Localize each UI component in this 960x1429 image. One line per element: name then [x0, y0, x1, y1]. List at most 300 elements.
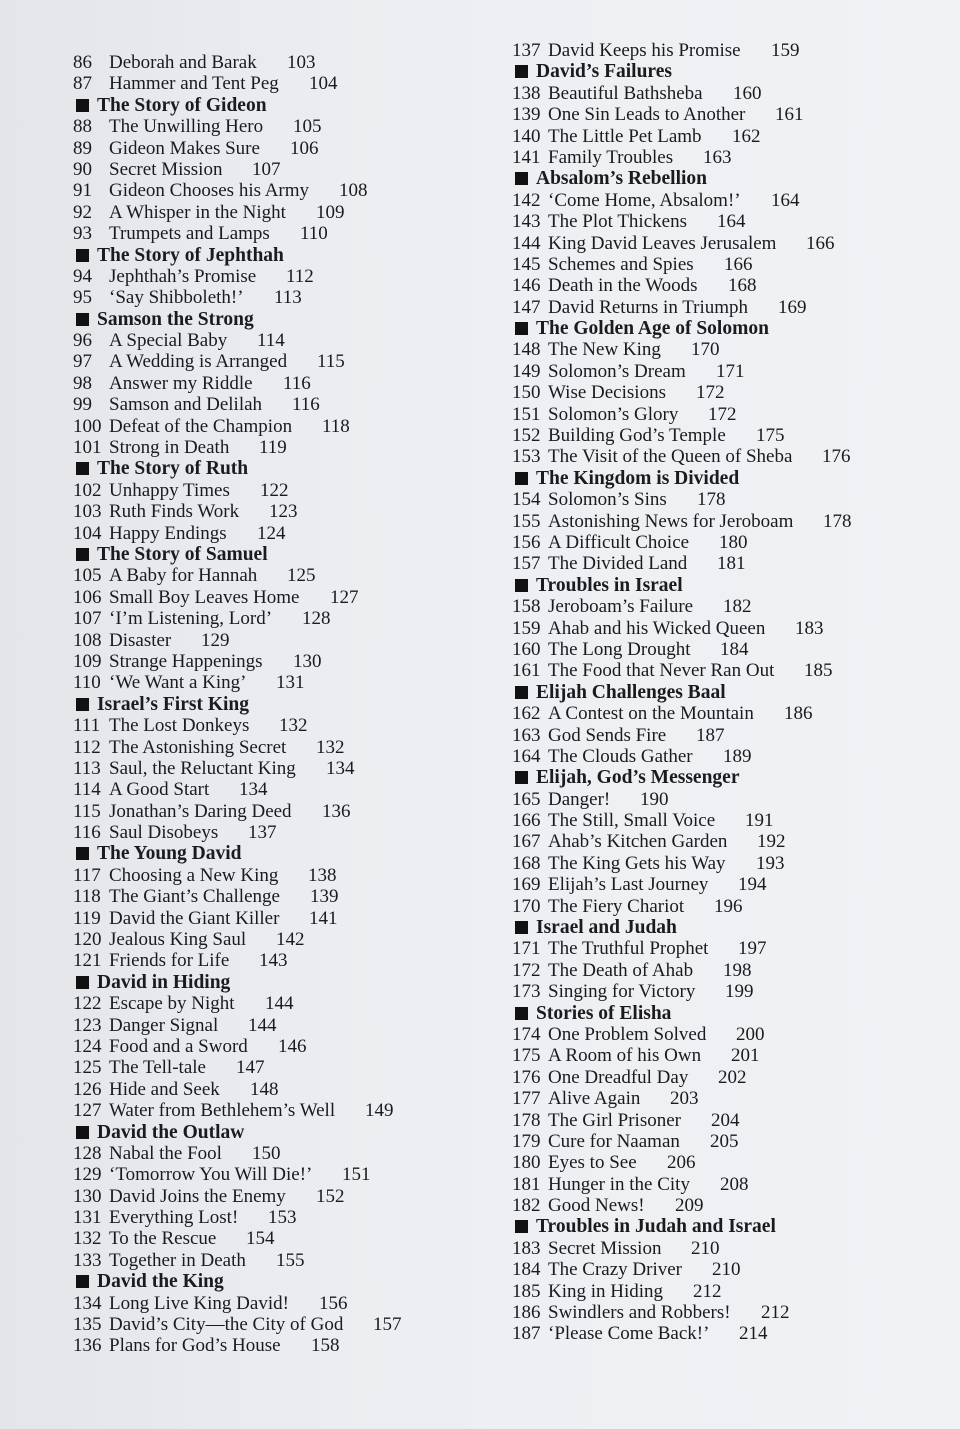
entry-page-number: 198 [723, 959, 752, 981]
section-heading-title: The Young David [97, 843, 242, 865]
entry-title: Happy Endings [109, 522, 227, 544]
entry-number: 182 [512, 1195, 541, 1217]
entry-number: 154 [512, 489, 541, 511]
contents-entry [73, 480, 473, 501]
contents-entry [73, 1100, 473, 1121]
section-heading [512, 917, 932, 938]
contents-entry [73, 865, 473, 886]
entry-number: 183 [512, 1237, 541, 1259]
entry-number: 129 [73, 1164, 102, 1186]
contents-entry [73, 1079, 473, 1100]
contents-entry [73, 715, 473, 736]
entry-title: To the Rescue [109, 1228, 217, 1250]
contents-entry [512, 147, 932, 168]
square-bullet-icon [76, 976, 89, 989]
contents-entry [73, 202, 473, 223]
entry-number: 132 [73, 1228, 102, 1250]
section-heading-title: David’s Failures [536, 61, 672, 83]
square-bullet-icon [515, 1007, 528, 1020]
entry-page-number: 186 [784, 703, 813, 725]
contents-entry [73, 138, 473, 159]
entry-number: 184 [512, 1259, 541, 1281]
section-heading [512, 682, 932, 703]
contents-entry [73, 651, 473, 672]
entry-number: 171 [512, 938, 541, 960]
entry-page-number: 197 [738, 938, 767, 960]
contents-entry [512, 618, 932, 639]
contents-entry [512, 104, 932, 125]
entry-page-number: 166 [724, 253, 753, 275]
square-bullet-icon [76, 462, 89, 475]
contents-entry [73, 993, 473, 1014]
section-heading-title: David the Outlaw [97, 1121, 245, 1143]
contents-column-right [512, 40, 932, 1345]
entry-title: Hide and Seek [109, 1078, 220, 1100]
section-heading [512, 468, 932, 489]
contents-entry [73, 223, 473, 244]
section-heading [512, 318, 932, 339]
entry-title: Jonathan’s Daring Deed [109, 800, 292, 822]
section-heading [73, 309, 473, 330]
entry-title: The Astonishing Secret [109, 736, 287, 758]
entry-number: 162 [512, 703, 541, 725]
entry-title: Deborah and Barak [109, 52, 257, 73]
entry-title: Beautiful Bathsheba [548, 82, 703, 104]
entry-number: 177 [512, 1088, 541, 1110]
entry-number: 120 [73, 929, 102, 951]
entry-page-number: 119 [259, 437, 287, 459]
entry-page-number: 124 [257, 522, 286, 544]
entry-number: 172 [512, 959, 541, 981]
entry-title: A Special Baby [109, 330, 228, 352]
entry-page-number: 204 [711, 1109, 740, 1131]
contents-entry [512, 1024, 932, 1045]
contents-entry [73, 1036, 473, 1057]
entry-page-number: 194 [738, 874, 767, 896]
entry-page-number: 172 [708, 403, 737, 425]
entry-page-number: 178 [697, 489, 726, 511]
section-heading-title: Absalom’s Rebellion [536, 168, 707, 190]
entry-number: 142 [512, 189, 541, 211]
entry-title: Ahab and his Wicked Queen [548, 617, 766, 639]
entry-number: 135 [73, 1314, 102, 1336]
section-heading-title: Israel and Judah [536, 917, 677, 939]
entry-number: 113 [73, 757, 101, 779]
entry-title: Plans for God’s House [109, 1335, 281, 1357]
entry-number: 96 [73, 330, 92, 352]
entry-number: 164 [512, 745, 541, 767]
entry-page-number: 185 [804, 660, 833, 682]
entry-number: 185 [512, 1280, 541, 1302]
entry-number: 160 [512, 638, 541, 660]
entry-title: David Keeps his Promise [548, 40, 741, 61]
entry-title: Escape by Night [109, 993, 235, 1015]
entry-number: 118 [73, 886, 101, 908]
entry-number: 176 [512, 1066, 541, 1088]
contents-entry [73, 608, 473, 629]
entry-number: 178 [512, 1109, 541, 1131]
entry-number: 136 [73, 1335, 102, 1357]
entry-title: One Sin Leads to Another [548, 104, 746, 126]
square-bullet-icon [515, 65, 528, 78]
entry-page-number: 129 [201, 629, 230, 651]
entry-page-number: 134 [326, 757, 355, 779]
entry-title: Together in Death [109, 1249, 246, 1271]
entry-page-number: 132 [316, 736, 345, 758]
section-heading [512, 767, 932, 788]
entry-title: The Girl Prisoner [548, 1109, 681, 1131]
entry-title: Trumpets and Lamps [109, 223, 270, 245]
entry-number: 90 [73, 158, 92, 180]
entry-title: Small Boy Leaves Home [109, 586, 300, 608]
entry-title: David Returns in Triumph [548, 296, 749, 318]
entry-number: 147 [512, 296, 541, 318]
entry-title: Long Live King David! [109, 1292, 289, 1314]
entry-title: Gideon Makes Sure [109, 137, 260, 159]
entry-title: King David Leaves Jerusalem [548, 232, 777, 254]
entry-title: Jealous King Saul [109, 929, 247, 951]
entry-title: Strong in Death [109, 437, 230, 459]
entry-number: 141 [512, 146, 541, 168]
entry-page-number: 151 [342, 1164, 371, 1186]
entry-title: The Death of Ahab [548, 959, 694, 981]
entry-page-number: 168 [728, 275, 757, 297]
entry-page-number: 136 [322, 800, 351, 822]
entry-number: 102 [73, 479, 102, 501]
entry-number: 127 [73, 1100, 102, 1122]
entry-number: 123 [73, 1014, 102, 1036]
entry-page-number: 104 [309, 73, 338, 95]
entry-page-number: 141 [309, 907, 338, 929]
entry-number: 130 [73, 1185, 102, 1207]
entry-title: Food and a Sword [109, 1035, 248, 1057]
entry-page-number: 190 [640, 788, 669, 810]
entry-number: 108 [73, 629, 102, 651]
contents-entry [512, 254, 932, 275]
entry-page-number: 143 [259, 950, 288, 972]
entry-title: ‘Please Come Back!’ [548, 1323, 710, 1345]
contents-entry [512, 1067, 932, 1088]
entry-title: Elijah’s Last Journey [548, 874, 709, 896]
entry-title: A Good Start [109, 779, 210, 801]
entry-page-number: 170 [691, 339, 720, 361]
contents-entry [512, 831, 932, 852]
contents-column-left [73, 52, 473, 1357]
entry-title: Death in the Woods [548, 275, 698, 297]
entry-title: The Little Pet Lamb [548, 125, 702, 147]
square-bullet-icon [515, 771, 528, 784]
entry-title: Choosing a New King [109, 864, 279, 886]
entry-title: Gideon Chooses his Army [109, 180, 310, 202]
contents-entry [512, 1281, 932, 1302]
entry-title: One Problem Solved [548, 1023, 707, 1045]
entry-page-number: 147 [236, 1057, 265, 1079]
entry-number: 186 [512, 1302, 541, 1324]
entry-title: Water from Bethlehem’s Well [109, 1100, 336, 1122]
entry-title: The New King [548, 339, 661, 361]
square-bullet-icon [76, 1275, 89, 1288]
contents-entry [512, 382, 932, 403]
square-bullet-icon [76, 249, 89, 262]
contents-entry [73, 287, 473, 308]
entry-title: Building God’s Temple [548, 425, 726, 447]
entry-number: 174 [512, 1023, 541, 1045]
entry-title: The Clouds Gather [548, 745, 693, 767]
entry-number: 138 [512, 82, 541, 104]
section-heading-title: Stories of Elisha [536, 1002, 672, 1024]
entry-title: A Wedding is Arranged [109, 351, 288, 373]
contents-entry [73, 52, 473, 73]
contents-entry [512, 874, 932, 895]
contents-entry [512, 1238, 932, 1259]
square-bullet-icon [76, 698, 89, 711]
entry-title: A Room of his Own [548, 1045, 702, 1067]
contents-entry [73, 587, 473, 608]
entry-page-number: 180 [719, 531, 748, 553]
entry-page-number: 183 [795, 617, 824, 639]
contents-entry [512, 489, 932, 510]
entry-title: A Whisper in the Night [109, 201, 286, 223]
entry-title: Cure for Naaman [548, 1130, 680, 1152]
contents-entry [73, 630, 473, 651]
entry-title: Defeat of the Champion [109, 415, 293, 437]
entry-title: Nabal the Fool [109, 1142, 222, 1164]
entry-page-number: 160 [733, 82, 762, 104]
contents-entry [73, 1228, 473, 1249]
contents-entry [73, 908, 473, 929]
entry-title: The Long Drought [548, 638, 691, 660]
entry-title: Ahab’s Kitchen Garden [548, 831, 728, 853]
contents-entry [73, 822, 473, 843]
contents-entry [73, 437, 473, 458]
entry-number: 175 [512, 1045, 541, 1067]
entry-number: 150 [512, 382, 541, 404]
entry-page-number: 158 [311, 1335, 340, 1357]
contents-entry [73, 416, 473, 437]
contents-entry [512, 981, 932, 1002]
entry-title: David the Giant Killer [109, 907, 280, 929]
entry-title: Good News! [548, 1195, 645, 1217]
contents-entry [512, 1088, 932, 1109]
entry-number: 168 [512, 852, 541, 874]
entry-number: 140 [512, 125, 541, 147]
contents-entry [512, 660, 932, 681]
contents-entry [73, 1164, 473, 1185]
section-heading [73, 1122, 473, 1143]
section-heading-title: The Golden Age of Solomon [536, 318, 769, 340]
entry-page-number: 206 [667, 1152, 696, 1174]
entry-title: Swindlers and Robbers! [548, 1302, 731, 1324]
entry-page-number: 164 [717, 211, 746, 233]
entry-page-number: 209 [675, 1195, 704, 1217]
section-heading-title: Elijah, God’s Messenger [536, 767, 740, 789]
entry-title: ‘Come Home, Absalom!’ [548, 189, 741, 211]
entry-page-number: 107 [252, 158, 281, 180]
section-heading [73, 843, 473, 864]
entry-number: 93 [73, 223, 92, 245]
section-heading-title: The Story of Samuel [97, 543, 268, 565]
entry-number: 106 [73, 586, 102, 608]
contents-entry [73, 565, 473, 586]
contents-entry [73, 501, 473, 522]
entry-title: ‘Say Shibboleth!’ [109, 287, 244, 309]
entry-title: Hunger in the City [548, 1173, 690, 1195]
entry-page-number: 171 [716, 360, 745, 382]
entry-page-number: 212 [693, 1280, 722, 1302]
entry-number: 157 [512, 553, 541, 575]
section-heading [512, 1216, 932, 1237]
entry-title: The Lost Donkeys [109, 715, 250, 737]
section-heading [73, 95, 473, 116]
square-bullet-icon [515, 322, 528, 335]
contents-entry [73, 1057, 473, 1078]
entry-title: Samson and Delilah [109, 394, 263, 416]
entry-number: 133 [73, 1249, 102, 1271]
section-heading [73, 544, 473, 565]
contents-entry [512, 746, 932, 767]
section-heading [73, 972, 473, 993]
entry-page-number: 132 [279, 715, 308, 737]
contents-entry [512, 896, 932, 917]
entry-number: 145 [512, 253, 541, 275]
entry-page-number: 199 [725, 981, 754, 1003]
contents-entry [73, 1250, 473, 1271]
entry-number: 128 [73, 1142, 102, 1164]
entry-number: 137 [512, 40, 541, 61]
entry-page-number: 123 [269, 501, 298, 523]
contents-entry [512, 853, 932, 874]
contents-entry [73, 266, 473, 287]
contents-entry [512, 211, 932, 232]
entry-number: 122 [73, 993, 102, 1015]
entry-title: Alive Again [548, 1088, 641, 1110]
section-heading-title: Samson the Strong [97, 308, 254, 330]
entry-number: 179 [512, 1130, 541, 1152]
entry-title: Singing for Victory [548, 981, 696, 1003]
entry-title: Jephthah’s Promise [109, 265, 257, 287]
contents-entry [73, 1015, 473, 1036]
square-bullet-icon [76, 99, 89, 112]
entry-page-number: 166 [806, 232, 835, 254]
contents-entry [512, 425, 932, 446]
entry-number: 163 [512, 724, 541, 746]
entry-title: Solomon’s Sins [548, 489, 667, 511]
entry-page-number: 122 [260, 479, 289, 501]
contents-entry [73, 1335, 473, 1356]
entry-page-number: 156 [319, 1292, 348, 1314]
entry-page-number: 159 [771, 40, 800, 61]
entry-number: 110 [73, 672, 101, 694]
entry-title: The Unwilling Hero [109, 116, 264, 138]
entry-page-number: 181 [717, 553, 746, 575]
contents-entry [512, 553, 932, 574]
entry-page-number: 161 [775, 104, 804, 126]
contents-entry [512, 339, 932, 360]
entry-title: David Joins the Enemy [109, 1185, 286, 1207]
square-bullet-icon [76, 847, 89, 860]
contents-entry [73, 801, 473, 822]
section-heading-title: The Kingdom is Divided [536, 467, 740, 489]
entry-page-number: 109 [316, 201, 345, 223]
contents-entry [512, 1302, 932, 1323]
entry-title: Friends for Life [109, 950, 230, 972]
entry-page-number: 210 [691, 1237, 720, 1259]
entry-page-number: 144 [265, 993, 294, 1015]
entry-page-number: 112 [286, 265, 314, 287]
contents-entry [512, 1110, 932, 1131]
contents-entry [512, 40, 932, 61]
contents-entry [73, 950, 473, 971]
entry-page-number: 134 [239, 779, 268, 801]
contents-entry [512, 703, 932, 724]
entry-page-number: 138 [308, 864, 337, 886]
entry-page-number: 205 [710, 1130, 739, 1152]
entry-number: 161 [512, 660, 541, 682]
entry-page-number: 118 [322, 415, 350, 437]
contents-entry [512, 596, 932, 617]
entry-page-number: 139 [310, 886, 339, 908]
square-bullet-icon [515, 579, 528, 592]
entry-page-number: 200 [736, 1023, 765, 1045]
entry-title: The Tell-tale [109, 1057, 206, 1079]
entry-number: 167 [512, 831, 541, 853]
entry-number: 125 [73, 1057, 102, 1079]
entry-page-number: 178 [823, 510, 852, 532]
entry-page-number: 155 [276, 1249, 305, 1271]
entry-title: Jeroboam’s Failure [548, 596, 694, 618]
entry-page-number: 191 [745, 810, 774, 832]
square-bullet-icon [76, 313, 89, 326]
contents-entry [512, 126, 932, 147]
entry-number: 116 [73, 822, 101, 844]
square-bullet-icon [515, 686, 528, 699]
entry-title: Saul Disobeys [109, 822, 219, 844]
entry-title: The Truthful Prophet [548, 938, 709, 960]
entry-page-number: 201 [731, 1045, 760, 1067]
entry-title: God Sends Fire [548, 724, 667, 746]
entry-number: 103 [73, 501, 102, 523]
contents-entry [512, 446, 932, 467]
entry-page-number: 108 [339, 180, 368, 202]
entry-number: 148 [512, 339, 541, 361]
entry-title: Family Troubles [548, 146, 674, 168]
contents-entry [512, 725, 932, 746]
entry-page-number: 193 [756, 852, 785, 874]
entry-number: 181 [512, 1173, 541, 1195]
contents-entry [512, 1259, 932, 1280]
contents-entry [73, 330, 473, 351]
entry-title: Danger Signal [109, 1014, 219, 1036]
entry-number: 159 [512, 617, 541, 639]
contents-entry [73, 351, 473, 372]
entry-number: 166 [512, 810, 541, 832]
entry-page-number: 130 [293, 650, 322, 672]
entry-title: Danger! [548, 788, 611, 810]
entry-title: Wise Decisions [548, 382, 666, 404]
entry-number: 144 [512, 232, 541, 254]
entry-page-number: 146 [278, 1035, 307, 1057]
entry-number: 112 [73, 736, 101, 758]
entry-page-number: 208 [720, 1173, 749, 1195]
entry-page-number: 148 [250, 1078, 279, 1100]
contents-entry [512, 1152, 932, 1173]
entry-page-number: 163 [703, 146, 732, 168]
entry-number: 100 [73, 415, 102, 437]
entry-title: ‘I’m Listening, Lord’ [109, 608, 273, 630]
contents-entry [512, 789, 932, 810]
entry-number: 114 [73, 779, 101, 801]
entry-title: ‘We Want a King’ [109, 672, 247, 694]
